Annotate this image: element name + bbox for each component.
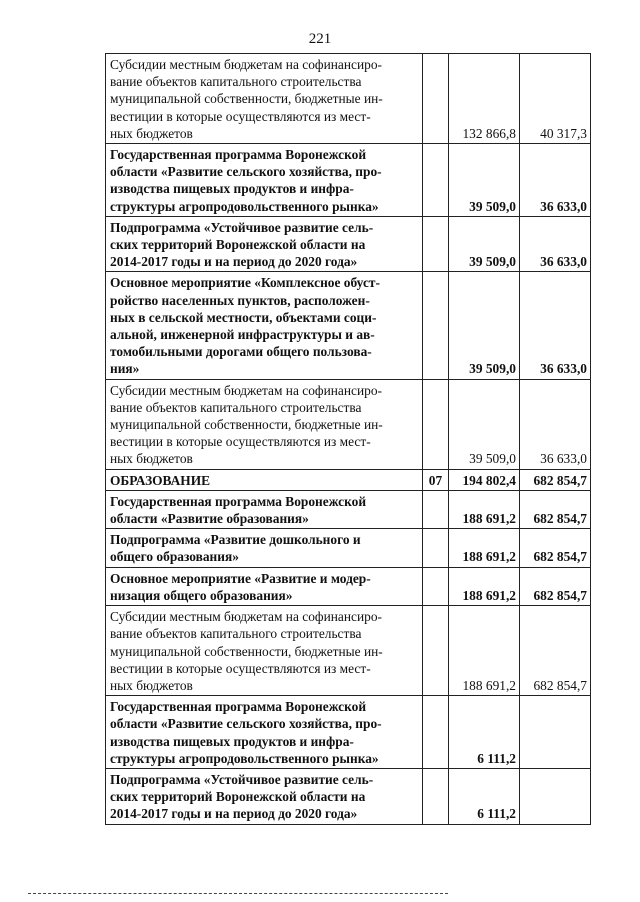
row-value2-cell: 682 854,7 bbox=[520, 606, 591, 696]
row-value2-cell: 682 854,7 bbox=[520, 529, 591, 567]
row-name-line: Субсидии местным бюджетам на софинансиро- bbox=[110, 609, 382, 625]
row-name-line: ОБРАЗОВАНИЕ bbox=[110, 472, 211, 488]
row-name-line: структуры агропродовольственного рынка» bbox=[110, 198, 379, 214]
row-value1-cell: 39 509,0 bbox=[449, 379, 520, 469]
row-name-cell bbox=[106, 490, 423, 528]
row-name-cell bbox=[106, 768, 423, 824]
table-row bbox=[106, 768, 591, 824]
row-value1-cell: 39 509,0 bbox=[449, 144, 520, 217]
row-section-cell bbox=[423, 54, 449, 144]
row-name-line: Основное мероприятие «Развитие и модер- bbox=[110, 570, 371, 586]
row-name-line: ных бюджетов bbox=[110, 677, 193, 693]
row-value1-cell: 188 691,2 bbox=[449, 490, 520, 528]
row-name-line: Субсидии местным бюджетам на софинансиро- bbox=[110, 382, 382, 398]
row-name-line: ния» bbox=[110, 361, 140, 377]
row-value2-cell: 36 633,0 bbox=[520, 272, 591, 379]
page-number: 221 bbox=[308, 31, 332, 47]
row-section-cell bbox=[423, 379, 449, 469]
row-name-line: области «Развитие сельского хозяйства, про- bbox=[110, 716, 382, 732]
row-section-cell bbox=[423, 272, 449, 379]
row-name-line: 2014-2017 годы и на период до 2020 года» bbox=[110, 254, 358, 270]
row-name-cell bbox=[106, 216, 423, 272]
row-name-cell bbox=[106, 144, 423, 217]
row-section-cell bbox=[423, 144, 449, 217]
row-name-line: муниципальной собственности, бюджетные ин- bbox=[110, 91, 383, 107]
table-row bbox=[106, 216, 591, 272]
table-row bbox=[106, 272, 591, 379]
row-section-cell bbox=[423, 216, 449, 272]
row-value2-cell: 682 854,7 bbox=[520, 490, 591, 528]
row-section-cell bbox=[423, 768, 449, 824]
row-name-line: ных бюджетов bbox=[110, 451, 193, 467]
row-name-line: области «Развитие образования» bbox=[110, 511, 309, 527]
row-value1-cell: 194 802,4 bbox=[449, 469, 520, 490]
row-value2-cell: 36 633,0 bbox=[520, 379, 591, 469]
row-name-line: муниципальной собственности, бюджетные ин- bbox=[110, 417, 383, 433]
row-name-line: области «Развитие сельского хозяйства, про- bbox=[110, 164, 382, 180]
row-name-line: 2014-2017 годы и на период до 2020 года» bbox=[110, 806, 358, 822]
row-section-cell bbox=[423, 567, 449, 605]
row-name-cell bbox=[106, 567, 423, 605]
budget-table bbox=[105, 53, 591, 825]
row-value1-cell: 39 509,0 bbox=[449, 216, 520, 272]
row-value2-cell bbox=[520, 696, 591, 769]
row-name-line: ных бюджетов bbox=[110, 125, 193, 141]
footer-divider bbox=[28, 893, 448, 894]
row-name-line: альной, инженерной инфраструктуры и ав- bbox=[110, 327, 375, 343]
table-row bbox=[106, 567, 591, 605]
row-name-line: низация общего образования» bbox=[110, 587, 293, 603]
row-name-cell bbox=[106, 606, 423, 696]
table-row bbox=[106, 490, 591, 528]
row-value2-cell: 40 317,3 bbox=[520, 54, 591, 144]
row-name-cell bbox=[106, 379, 423, 469]
row-value2-cell bbox=[520, 768, 591, 824]
table-row bbox=[106, 379, 591, 469]
row-name-line: структуры агропродовольственного рынка» bbox=[110, 750, 379, 766]
row-name-line: изводства пищевых продуктов и инфра- bbox=[110, 733, 354, 749]
row-name-line: Субсидии местным бюджетам на софинансиро- bbox=[110, 57, 382, 72]
row-name-line: изводства пищевых продуктов и инфра- bbox=[110, 181, 354, 197]
budget-table-body bbox=[106, 54, 591, 825]
table-row bbox=[106, 144, 591, 217]
row-value1-cell: 39 509,0 bbox=[449, 272, 520, 379]
table-row bbox=[106, 469, 591, 490]
row-name-line: муниципальной собственности, бюджетные ин- bbox=[110, 643, 383, 659]
row-value1-cell: 188 691,2 bbox=[449, 529, 520, 567]
row-name-line: ных в сельской местности, объектами соци- bbox=[110, 309, 377, 325]
row-value2-cell: 36 633,0 bbox=[520, 144, 591, 217]
row-section-cell bbox=[423, 490, 449, 528]
row-value1-cell: 6 111,2 bbox=[449, 696, 520, 769]
row-name-line: общего образования» bbox=[110, 549, 239, 565]
table-row bbox=[106, 54, 591, 144]
table-row bbox=[106, 696, 591, 769]
row-section-cell bbox=[423, 606, 449, 696]
row-value1-cell: 132 866,8 bbox=[449, 54, 520, 144]
row-name-line: ройство населенных пунктов, расположен- bbox=[110, 292, 370, 308]
row-value1-cell: 6 111,2 bbox=[449, 768, 520, 824]
row-name-cell bbox=[106, 272, 423, 379]
row-name-line: томобильными дорогами общего пользова- bbox=[110, 344, 372, 360]
row-name-line: Подпрограмма «Устойчивое развитие сель- bbox=[110, 771, 374, 787]
row-value1-cell: 188 691,2 bbox=[449, 606, 520, 696]
row-value2-cell: 682 854,7 bbox=[520, 469, 591, 490]
row-name-line: Подпрограмма «Устойчивое развитие сель- bbox=[110, 219, 374, 235]
row-name-cell bbox=[106, 529, 423, 567]
row-name-line: вестиции в которые осуществляются из мест- bbox=[110, 108, 371, 124]
row-name-line: вестиции в которые осуществляются из мест- bbox=[110, 434, 371, 450]
row-name-cell bbox=[106, 469, 423, 490]
row-name-line: вание объектов капитального строительства bbox=[110, 74, 362, 90]
row-name-line: Подпрограмма «Развитие дошкольного и bbox=[110, 532, 361, 548]
row-name-line: Государственная программа Воронежской bbox=[110, 699, 367, 715]
row-value2-cell: 682 854,7 bbox=[520, 567, 591, 605]
row-value1-cell: 188 691,2 bbox=[449, 567, 520, 605]
row-section-cell bbox=[423, 529, 449, 567]
row-name-line: вестиции в которые осуществляются из мест- bbox=[110, 660, 371, 676]
row-section-cell: 07 bbox=[423, 469, 449, 490]
row-name-line: Основное мероприятие «Комплексное обуст- bbox=[110, 275, 380, 291]
row-name-line: ских территорий Воронежской области на bbox=[110, 237, 366, 253]
row-name-line: ских территорий Воронежской области на bbox=[110, 789, 366, 805]
row-name-line: вание объектов капитального строительства bbox=[110, 626, 362, 642]
row-name-cell bbox=[106, 54, 423, 144]
row-name-line: Государственная программа Воронежской bbox=[110, 147, 367, 163]
table-row bbox=[106, 606, 591, 696]
row-value2-cell: 36 633,0 bbox=[520, 216, 591, 272]
row-name-cell bbox=[106, 696, 423, 769]
row-name-line: вание объектов капитального строительства bbox=[110, 399, 362, 415]
row-section-cell bbox=[423, 696, 449, 769]
table-row bbox=[106, 529, 591, 567]
row-name-line: Государственная программа Воронежской bbox=[110, 493, 367, 509]
